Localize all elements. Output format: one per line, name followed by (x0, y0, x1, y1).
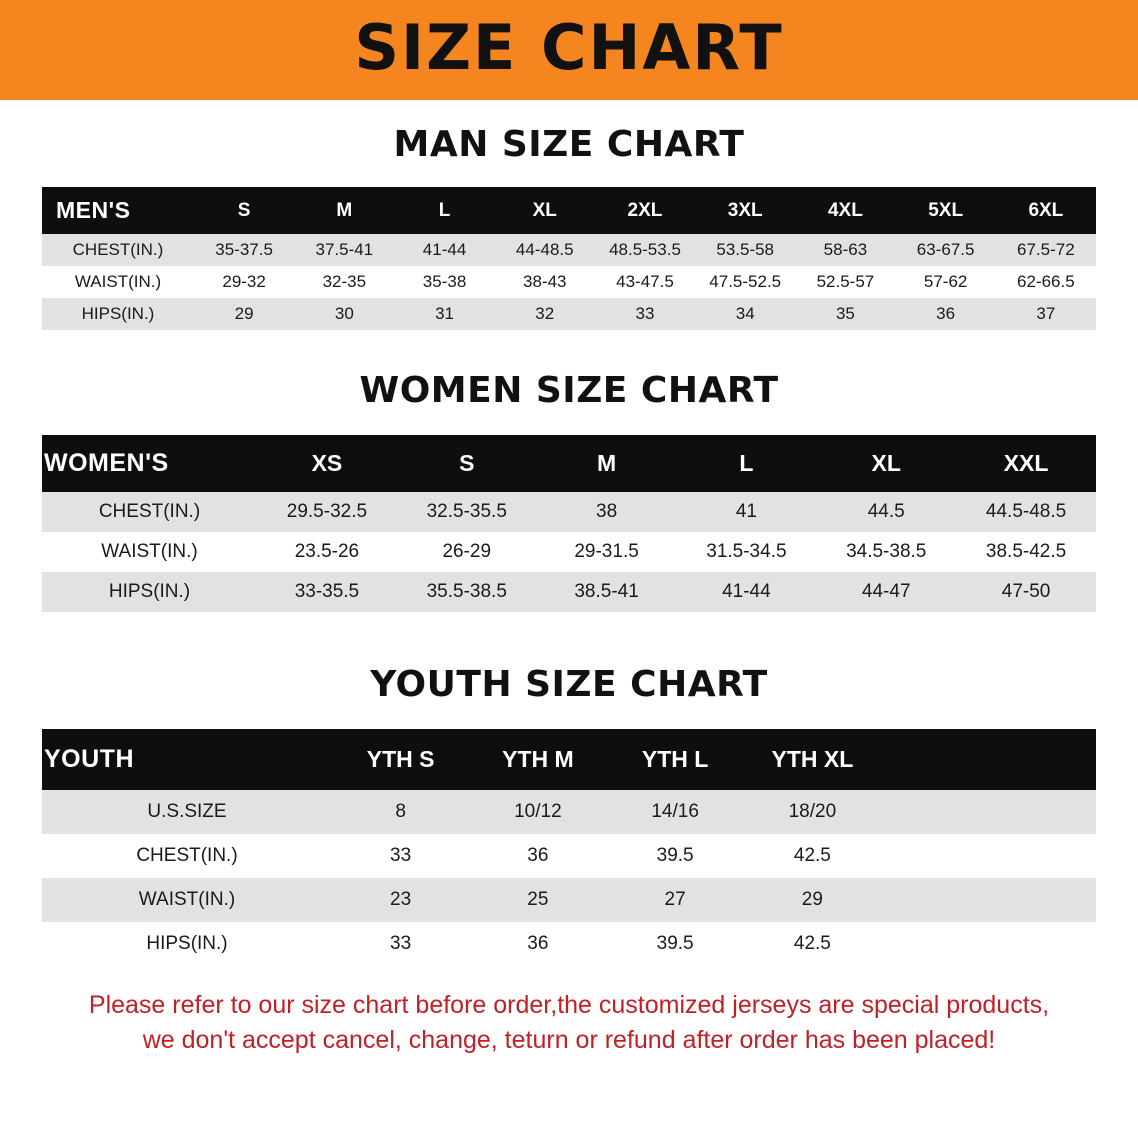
column-header: XS (311, 450, 343, 476)
table-cell: 47-50 (956, 572, 1096, 612)
table-row (42, 532, 1096, 572)
table-cell: 32-35 (294, 266, 394, 298)
table-row (42, 878, 1096, 922)
table-cell: 35-37.5 (194, 234, 294, 266)
table-cell: 36 (896, 298, 996, 330)
column-header: L (438, 199, 451, 221)
youth-table-wrapper (42, 729, 1096, 966)
table-cell: 31 (394, 298, 494, 330)
table-cell: 41-44 (394, 234, 494, 266)
table-cell: 38.5-41 (537, 572, 677, 612)
table-cell: 42.5 (744, 922, 881, 966)
youth-size-table (42, 729, 1096, 966)
column-header: XXL (1003, 450, 1049, 476)
row-label: HIPS(IN.) (42, 572, 257, 612)
women-section-title: WOMEN SIZE CHART (359, 370, 779, 411)
table-cell: 35.5-38.5 (397, 572, 537, 612)
column-header: 2XL (627, 199, 663, 221)
table-cell: 42.5 (744, 834, 881, 878)
table-cell: 38.5-42.5 (956, 532, 1096, 572)
table-cell: 44.5-48.5 (956, 492, 1096, 532)
table-row (42, 234, 1096, 266)
table-row (42, 922, 1096, 966)
policy-note-line-2: we don't accept cancel, change, teturn or refund after order has been placed! (142, 1025, 996, 1054)
table-cell: 38-43 (495, 266, 595, 298)
table-cell: 29 (744, 878, 881, 922)
column-header: 6XL (1028, 199, 1064, 221)
table-cell: 44-47 (816, 572, 956, 612)
table-cell: 38 (537, 492, 677, 532)
table-cell: 37 (996, 298, 1096, 330)
column-header: S (237, 199, 251, 221)
table-cell: 34.5-38.5 (816, 532, 956, 572)
row-label: HIPS(IN.) (42, 922, 332, 966)
table-cell: 8 (332, 790, 469, 834)
table-cell: 26-29 (397, 532, 537, 572)
column-header: S (459, 450, 475, 476)
table-cell: 41-44 (676, 572, 816, 612)
table-cell: 39.5 (607, 834, 744, 878)
column-header: M (596, 450, 617, 476)
table-cell-empty (881, 878, 1096, 922)
table-cell: 53.5-58 (695, 234, 795, 266)
table-cell: 29.5-32.5 (257, 492, 397, 532)
table-cell: 33 (332, 834, 469, 878)
table-cell: 29 (194, 298, 294, 330)
table-cell: 37.5-41 (294, 234, 394, 266)
table-cell: 39.5 (607, 922, 744, 966)
table-cell: 33-35.5 (257, 572, 397, 612)
table-row (42, 298, 1096, 330)
table-cell: 30 (294, 298, 394, 330)
man-table-wrapper (42, 187, 1096, 330)
column-header: 3XL (727, 199, 763, 221)
column-header: WOMEN'S (44, 449, 169, 477)
table-cell: 35 (795, 298, 895, 330)
row-label: WAIST(IN.) (42, 266, 194, 298)
table-cell: 62-66.5 (996, 266, 1096, 298)
column-header: YTH M (502, 746, 574, 772)
row-label: CHEST(IN.) (42, 234, 194, 266)
table-cell-empty (881, 790, 1096, 834)
table-row (42, 266, 1096, 298)
column-header: YTH S (366, 746, 435, 772)
table-row (42, 790, 1096, 834)
table-header-row (42, 435, 1096, 492)
table-cell: 36 (469, 922, 606, 966)
women-table-wrapper (42, 435, 1096, 612)
table-cell: 10/12 (469, 790, 606, 834)
row-label: U.S.SIZE (42, 790, 332, 834)
table-row (42, 572, 1096, 612)
policy-note (38, 988, 1100, 1057)
table-cell: 32.5-35.5 (397, 492, 537, 532)
table-cell: 67.5-72 (996, 234, 1096, 266)
table-cell: 14/16 (607, 790, 744, 834)
table-cell: 18/20 (744, 790, 881, 834)
row-label: CHEST(IN.) (42, 492, 257, 532)
column-header: 5XL (928, 199, 964, 221)
column-header-empty (881, 729, 1096, 790)
table-cell: 44-48.5 (495, 234, 595, 266)
table-cell: 29-31.5 (537, 532, 677, 572)
page-title: SIZE CHART (354, 11, 784, 84)
row-label: CHEST(IN.) (42, 834, 332, 878)
column-header: YTH XL (771, 746, 854, 772)
column-header: XL (532, 199, 557, 221)
table-cell: 63-67.5 (896, 234, 996, 266)
man-section-title: MAN SIZE CHART (393, 124, 745, 165)
table-cell: 29-32 (194, 266, 294, 298)
column-header: L (739, 450, 754, 476)
table-cell: 44.5 (816, 492, 956, 532)
column-header: M (336, 199, 353, 221)
row-label: WAIST(IN.) (42, 878, 332, 922)
youth-section-title: YOUTH SIZE CHART (370, 664, 768, 705)
table-cell: 33 (332, 922, 469, 966)
table-cell: 52.5-57 (795, 266, 895, 298)
column-header: XL (871, 450, 901, 476)
table-cell: 58-63 (795, 234, 895, 266)
table-cell: 47.5-52.5 (695, 266, 795, 298)
banner (0, 0, 1138, 100)
column-header: YOUTH (44, 745, 134, 773)
table-cell: 31.5-34.5 (676, 532, 816, 572)
table-header-row (42, 187, 1096, 234)
table-cell: 33 (595, 298, 695, 330)
women-size-table (42, 435, 1096, 612)
table-cell: 41 (676, 492, 816, 532)
table-cell: 34 (695, 298, 795, 330)
table-row (42, 834, 1096, 878)
table-cell: 32 (495, 298, 595, 330)
man-size-table (42, 187, 1096, 330)
table-cell: 23.5-26 (257, 532, 397, 572)
column-header: MEN'S (56, 197, 131, 223)
column-header: YTH L (641, 746, 709, 772)
table-cell: 23 (332, 878, 469, 922)
table-cell-empty (881, 834, 1096, 878)
table-cell: 25 (469, 878, 606, 922)
table-cell: 36 (469, 834, 606, 878)
policy-note-line-1: Please refer to our size chart before order,the customized jerseys are special products, (88, 991, 1050, 1019)
table-cell: 43-47.5 (595, 266, 695, 298)
table-row (42, 492, 1096, 532)
row-label: WAIST(IN.) (42, 532, 257, 572)
table-cell: 48.5-53.5 (595, 234, 695, 266)
table-cell: 27 (607, 878, 744, 922)
table-cell: 57-62 (896, 266, 996, 298)
table-cell-empty (881, 922, 1096, 966)
table-header-row (42, 729, 1096, 790)
column-header: 4XL (827, 199, 863, 221)
table-cell: 35-38 (394, 266, 494, 298)
row-label: HIPS(IN.) (42, 298, 194, 330)
